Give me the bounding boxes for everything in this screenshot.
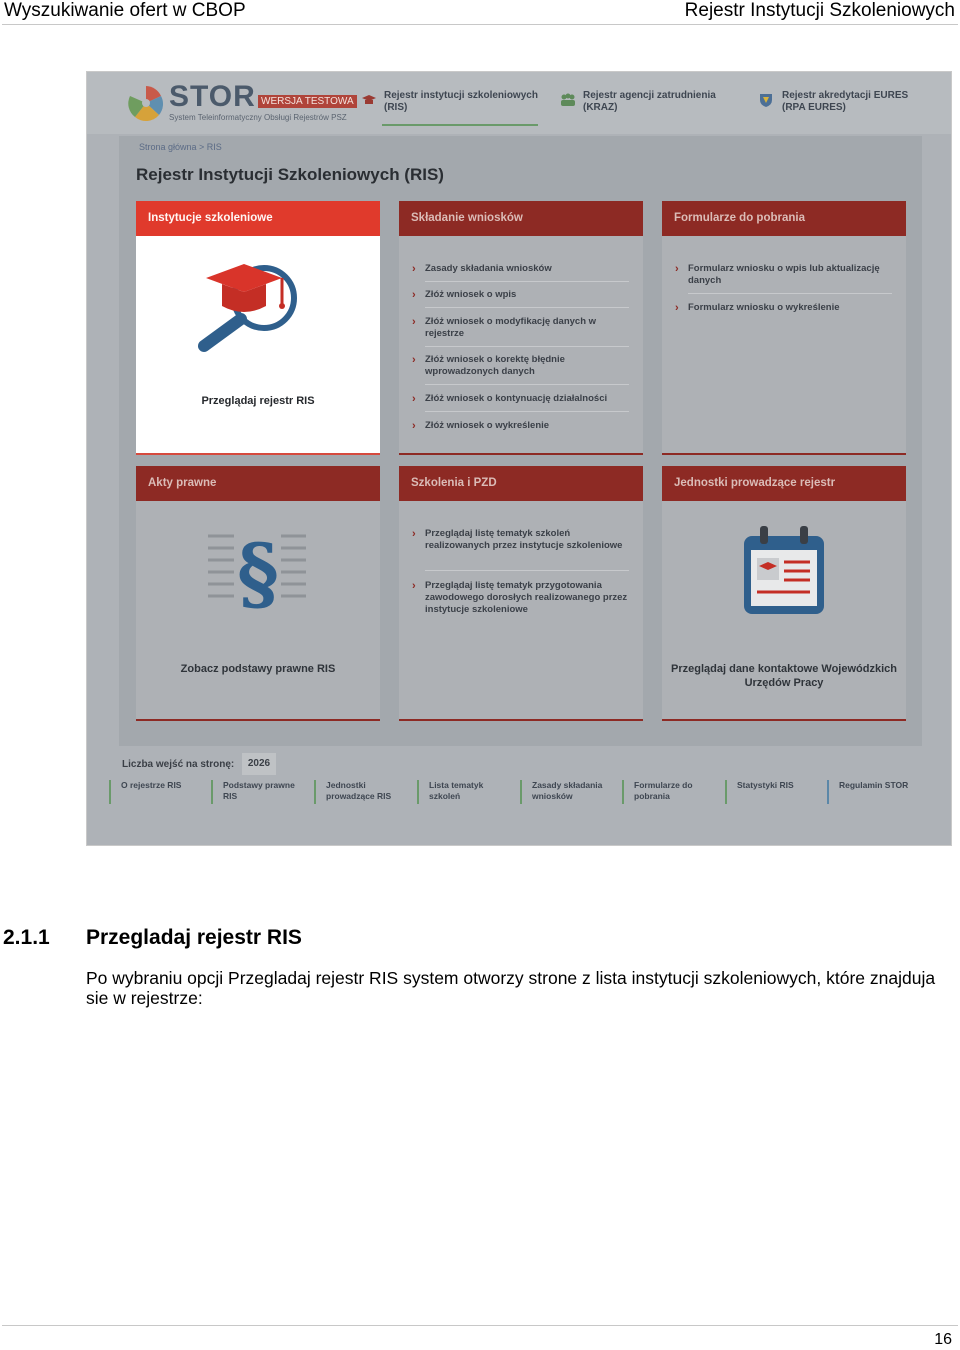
link-deletion-application[interactable]: › Złóż wniosek o wykreślenie [425,420,630,432]
card-footer-line [399,719,643,721]
main-content [119,136,922,746]
card-footer-line [662,453,906,455]
card-units[interactable] [662,466,906,721]
register-link-kraz[interactable]: Rejestr agencji zatrudnienia (KRAZ) [583,90,716,113]
divider [425,281,629,282]
card-header: Składanie wniosków [399,201,643,236]
card-footer-line [662,719,906,721]
card-law[interactable] [136,466,380,721]
ris-homepage-screenshot [86,71,952,846]
graduation-cap-icon [361,92,377,108]
people-icon [560,92,576,108]
card-header: Szkolenia i PZD [399,466,643,501]
footer-link-topics[interactable]: Lista tematyk szkoleń [417,780,509,804]
footer-link-statistics[interactable]: Statystyki RIS [725,780,817,804]
section-number: 2.1.1 [3,926,50,949]
site-topbar [87,72,952,134]
footer-divider [2,1325,958,1326]
active-register-underline [382,124,538,126]
link-correction-application[interactable]: › Złóż wniosek o korektę błędnie wprowadzonych danych [425,354,630,378]
svg-text:§: § [237,526,279,620]
stor-logo-icon[interactable] [127,84,165,122]
test-version-badge: WERSJA TESTOWA [258,95,357,108]
link-modification-application[interactable]: › Złóż wniosek o modyfikację danych w rejestrze [425,316,630,340]
card-footer-line [399,453,643,455]
footer-link-forms[interactable]: Formularze do pobrania [622,780,714,804]
shield-icon [758,92,774,108]
link-pzd-topics[interactable]: › Przeglądaj listę tematyk przygotowania zawodowego dorosłych realizowanego przez instytucje szkoleniowe [425,580,630,616]
visit-counter-value: 2026 [242,753,276,775]
calendar-contact-icon [742,524,826,619]
page-number: 16 [934,1331,952,1348]
divider [425,346,629,347]
card-footer-line [136,719,380,721]
card-header: Instytucje szkoleniowe [136,201,380,236]
link-continuation-application[interactable]: › Złóż wniosek o kontynuację działalności [425,393,630,405]
header-divider [2,24,958,25]
register-link-eures[interactable]: Rejestr akredytacji EURES (RPA EURES) [782,90,909,113]
divider [425,307,629,308]
card-header: Akty prawne [136,466,380,501]
link-entry-form[interactable]: › Formularz wniosku o wpis lub aktualizację danych [688,263,893,287]
running-header-left: Wyszukiwanie ofert w CBOP [4,0,246,21]
logo-text: STOR [169,80,256,113]
card-trainings [399,466,643,721]
divider [425,570,629,571]
card-footer-line [136,453,380,455]
divider [425,411,629,412]
paragraph-icon [206,521,311,621]
law-basis-link[interactable]: Zobacz podstawy prawne RIS [180,663,336,675]
breadcrumb[interactable]: Strona główna > RIS [139,142,222,152]
divider [688,293,892,294]
section-paragraph: Po wybraniu opcji Przegladaj rejestr RIS system otworzy strone z lista instytucji szkoleniowych, które znajduja sie w rejestrze: [86,968,936,1008]
card-header: Jednostki prowadzące rejestr [662,466,906,501]
card-applications [399,201,643,455]
visit-counter-label: Liczba wejść na stronę: [122,759,235,770]
link-deletion-form[interactable]: › Formularz wniosku o wykreślenie [688,302,893,314]
link-application-rules[interactable]: › Zasady składania wniosków [425,263,630,275]
regional-offices-link[interactable]: Przeglądaj dane kontaktowe Wojewódzkich Urzędów Pracy [671,663,897,689]
section-title: Przegladaj rejestr RIS [86,926,302,949]
card-header: Formularze do pobrania [662,201,906,236]
logo-subtitle: System Teleinformatyczny Obsługi Rejestrów PSZ [169,113,347,122]
link-entry-application[interactable]: › Złóż wniosek o wpis [425,289,630,301]
card-institutions[interactable] [136,201,380,455]
footer-link-about[interactable]: O rejestrze RIS [109,780,201,804]
divider [425,384,629,385]
register-link-ris[interactable]: Rejestr instytucji szkoleniowych (RIS) [384,90,538,113]
footer-link-units[interactable]: Jednostki prowadzące RIS [314,780,406,804]
footer-link-law[interactable]: Podstawy prawne RIS [211,780,303,804]
card-forms [662,201,906,455]
running-header-right: Rejestr Instytucji Szkoleniowych [684,0,955,21]
link-training-topics[interactable]: › Przeglądaj listę tematyk szkoleń realizowanych przez instytucje szkoleniowe [425,528,630,552]
magnifier-graduation-icon [194,256,324,356]
footer-link-rules[interactable]: Zasady składania wniosków [520,780,612,804]
page-title: Rejestr Instytucji Szkoleniowych (RIS) [136,165,444,184]
browse-register-link[interactable]: Przeglądaj rejestr RIS [201,395,315,407]
footer-link-regulations[interactable]: Regulamin STOR [827,780,919,804]
